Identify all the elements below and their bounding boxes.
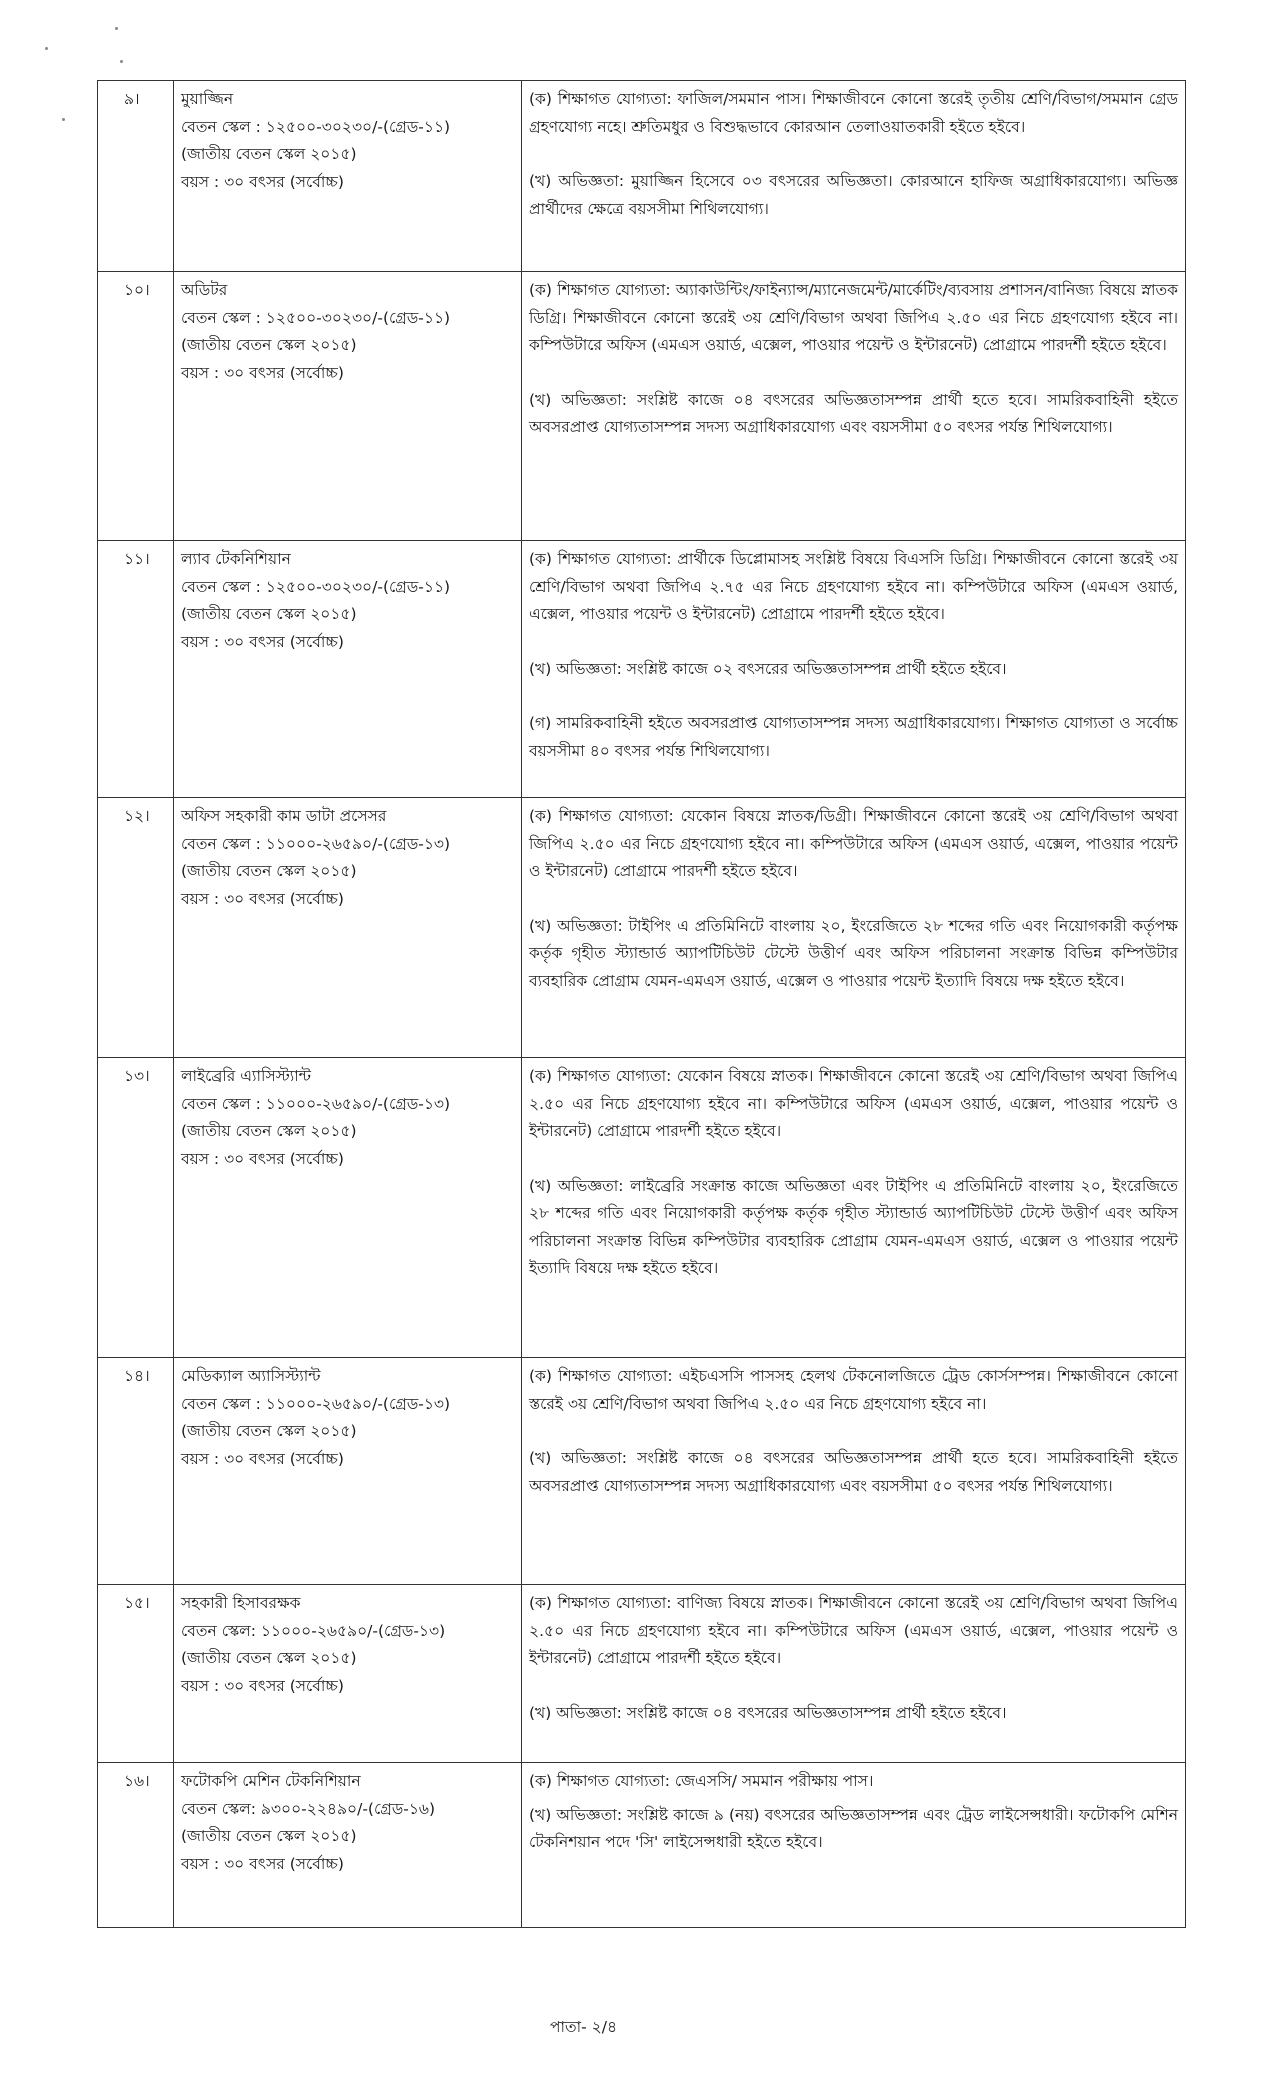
age-limit: বয়স : ৩০ বৎসর (সর্বোচ্চ) — [181, 363, 344, 382]
national-pay-scale: (জাতীয় বেতন স্কেল ২০১৫) — [181, 1422, 357, 1440]
table-row — [98, 798, 1186, 1058]
age-limit: বয়স : ৩০ বৎসর (সর্বোচ্চ) — [181, 1449, 344, 1468]
pay-scale: বেতন স্কেল : ১১০০০-২৬৫৯০/-(গ্রেড-১৩) — [181, 1394, 451, 1413]
pay-scale: বেতন স্কেল : ১১০০০-২৬৫৯০/-(গ্রেড-১৩) — [181, 834, 451, 853]
requirement-paragraph: (খ) অভিজ্ঞতা: সংশ্লিষ্ট কাজে ০৪ বৎসরের অভিজ্ঞতাসম্পন্ন প্রার্থী হইতে হইবে। — [529, 1703, 1007, 1722]
requirement-paragraph: (খ) অভিজ্ঞতা: সংশ্লিষ্ট কাজে ৯ (নয়) বৎসরের অভিজ্ঞতাসম্পন্ন এবং ট্রেড লাইসেন্সধারী। ফটোকপি মেশিন টেকনিশয়ান পদে 'সি' লাইসেন্সধারী হইতে হইবে। — [529, 1805, 1178, 1851]
requirements — [522, 1585, 1186, 1763]
national-pay-scale: (জাতীয় বেতন স্কেল ২০১৫) — [181, 1827, 357, 1845]
requirements — [522, 1358, 1186, 1585]
requirement-paragraph: (খ) অভিজ্ঞতা: সংশ্লিষ্ট কাজে ০২ বৎসরের অভিজ্ঞতাসম্পন্ন প্রার্থী হইতে হইবে। — [529, 659, 1007, 678]
pay-scale: বেতন স্কেল: ৯৩০০-২২৪৯০/-(গ্রেড-১৬) — [181, 1799, 436, 1818]
scan-speck — [45, 47, 48, 50]
pay-scale: বেতন স্কেল : ১২৫০০-৩০২৩০/-(গ্রেড-১১) — [181, 117, 451, 136]
table-row — [98, 272, 1186, 541]
requirements — [522, 798, 1186, 1058]
requirement-paragraph: (ক) শিক্ষাগত যোগ্যতা: জেএসসি/ সমমান পরীক্ষায় পাস। — [529, 1772, 874, 1790]
serial-number: ১৬। — [98, 1763, 174, 1928]
requirement-paragraph: (ক) শিক্ষাগত যোগ্যতা: যেকোন বিষয়ে স্নাতক। শিক্ষাজীবনে কোনো স্তরেই ৩য় শ্রেণি/বিভাগ অথবা জিপিএ ২.৫০ এর নিচে গ্রহণযোগ্য হইবে না। কম্পিউটারে অফিস (এমএস ওয়ার্ড, এক্সেল, পাওয়ার পয়েন্ট ও ইন্টারনেট) প্রোগ্রামে পারদর্শী হইতে হইবে। — [529, 1067, 1178, 1140]
national-pay-scale: (জাতীয় বেতন স্কেল ২০১৫) — [181, 1122, 357, 1140]
serial-number: ১১। — [98, 541, 174, 798]
age-limit: বয়স : ৩০ বৎসর (সর্বোচ্চ) — [181, 632, 344, 651]
post-info — [174, 1585, 522, 1763]
table-row — [98, 1585, 1186, 1763]
requirement-paragraph: (ক) শিক্ষাগত যোগ্যতা: ফাজিল/সমমান পাস। শিক্ষাজীবনে কোনো স্তরেই তৃতীয় শ্রেণি/বিভাগ/সমমান গ্রেড গ্রহণযোগ্য নহে। শ্রুতিমধুর ও বিশুদ্ধভাবে কোরআন তেলাওয়াতকারী হইতে হইবে। — [529, 90, 1178, 136]
requirement-paragraph: (ক) শিক্ষাগত যোগ্যতা: এইচএসসি পাসসহ হেলথ টেকনোলজিতে ট্রেড কোর্সসম্পন্ন। শিক্ষাজীবনে কোনো স্তরেই ৩য় শ্রেণি/বিভাগ অথবা জিপিএ ২.৫০ এর নিচে গ্রহণযোগ্য হইবে না। — [529, 1367, 1178, 1413]
requirement-paragraph: (খ) অভিজ্ঞতা: মুয়াজ্জিন হিসেবে ০৩ বৎসরের অভিজ্ঞতা। কোরআনে হাফিজ অগ্রাধিকারযোগ্য। অভিজ্ঞ প্রার্থীদের ক্ষেত্রে বয়সসীমা শিথিলযোগ্য। — [529, 172, 1178, 218]
requirement-paragraph: (খ) অভিজ্ঞতা: সংশ্লিষ্ট কাজে ০৪ বৎসরের অভিজ্ঞতাসম্পন্ন প্রার্থী হতে হবে। সামরিকবাহিনী হইতে অবসরপ্রাপ্ত যোগ্যতাসম্পন্ন সদস্য অগ্রাধিকারযোগ্য এবং বয়সসীমা ৫০ বৎসর পর্যন্ত শিথিলযোগ্য। — [529, 390, 1178, 436]
job-posts-table — [97, 80, 1186, 1928]
requirement-paragraph: (ক) শিক্ষাগত যোগ্যতা: বাণিজ্য বিষয়ে স্নাতক। শিক্ষাজীবনে কোনো স্তরেই ৩য় শ্রেণি/বিভাগ অথবা জিপিএ ২.৫০ এর নিচে গ্রহণযোগ্য হইবে না। কম্পিউটারে অফিস (এমএস ওয়ার্ড, এক্সেল, পাওয়ার পয়েন্ট ও ইন্টারনেট) প্রোগ্রামে পারদর্শী হইতে হইবে। — [529, 1594, 1178, 1667]
table-row — [98, 81, 1186, 272]
requirements — [522, 272, 1186, 541]
national-pay-scale: (জাতীয় বেতন স্কেল ২০১৫) — [181, 1649, 357, 1667]
national-pay-scale: (জাতীয় বেতন স্কেল ২০১৫) — [181, 336, 357, 354]
requirements — [522, 1763, 1186, 1928]
post-title: সহকারী হিসাবরক্ষক — [181, 1594, 301, 1612]
scan-speck — [120, 60, 123, 63]
serial-number: ১৫। — [98, 1585, 174, 1763]
national-pay-scale: (জাতীয় বেতন স্কেল ২০১৫) — [181, 862, 357, 880]
post-title: মেডিক্যাল অ্যাসিস্ট্যান্ট — [181, 1367, 321, 1385]
age-limit: বয়স : ৩০ বৎসর (সর্বোচ্চ) — [181, 889, 344, 908]
national-pay-scale: (জাতীয় বেতন স্কেল ২০১৫) — [181, 605, 357, 623]
post-title: ফটোকপি মেশিন টেকনিশিয়ান — [181, 1772, 361, 1790]
requirements — [522, 1058, 1186, 1358]
post-info — [174, 541, 522, 798]
age-limit: বয়স : ৩০ বৎসর (সর্বোচ্চ) — [181, 172, 344, 191]
scan-speck — [115, 27, 118, 30]
requirement-paragraph: (খ) অভিজ্ঞতা: সংশ্লিষ্ট কাজে ০৪ বৎসরের অভিজ্ঞতাসম্পন্ন প্রার্থী হতে হবে। সামরিকবাহিনী হইতে অবসরপ্রাপ্ত যোগ্যতাসম্পন্ন সদস্য অগ্রাধিকারযোগ্য এবং বয়সসীমা ৫০ বৎসর পর্যন্ত শিথিলযোগ্য। — [529, 1449, 1178, 1495]
pay-scale: বেতন স্কেল : ১২৫০০-৩০২৩০/-(গ্রেড-১১) — [181, 577, 451, 596]
pay-scale: বেতন স্কেল : ১২৫০০-৩০২৩০/-(গ্রেড-১১) — [181, 308, 451, 327]
post-title: ল্যাব টেকনিশিয়ান — [181, 550, 291, 568]
post-title: অডিটর — [181, 281, 228, 299]
requirements — [522, 541, 1186, 798]
table-row — [98, 541, 1186, 798]
job-posts-body — [98, 81, 1186, 1928]
requirement-paragraph: (ক) শিক্ষাগত যোগ্যতা: অ্যাকাউন্টিং/ফাইন্যান্স/ম্যানেজমেন্ট/মার্কেটিং/ব্যবসায় প্রশাসন/বানিজ্য বিষয়ে স্নাতক ডিগ্রি। শিক্ষাজীবনে কোনো স্তরেই ৩য় শ্রেণি/বিভাগ অথবা জিপিএ ২.৫০ এর নিচে গ্রহণযোগ্য হইবে না। কম্পিউটারে অফিস (এমএস ওয়ার্ড, এক্সেল, পাওয়ার পয়েন্ট ও ইন্টারনেট) প্রোগ্রামে পারদর্শী হইতে হইবে। — [529, 281, 1178, 354]
requirement-paragraph: (ক) শিক্ষাগত যোগ্যতা: প্রার্থীকে ডিপ্লোমাসহ সংশ্লিষ্ট বিষয়ে বিএসসি ডিগ্রি। শিক্ষাজীবনে কোনো স্তরেই ৩য় শ্রেণি/বিভাগ অথবা জিপিএ ২.৭৫ এর নিচে গ্রহণযোগ্য হইবে না। কম্পিউটারে অফিস (এমএস ওয়ার্ড, এক্সেল, পাওয়ার পয়েন্ট ও ইন্টারনেট) প্রোগ্রামে পারদর্শী হইতে হইবে। — [529, 550, 1178, 623]
age-limit: বয়স : ৩০ বৎসর (সর্বোচ্চ) — [181, 1676, 344, 1695]
table-row — [98, 1763, 1186, 1928]
age-limit: বয়স : ৩০ বৎসর (সর্বোচ্চ) — [181, 1149, 344, 1168]
post-title: মুয়াজ্জিন — [181, 90, 234, 108]
national-pay-scale: (জাতীয় বেতন স্কেল ২০১৫) — [181, 145, 357, 163]
pay-scale: বেতন স্কেল : ১১০০০-২৬৫৯০/-(গ্রেড-১৩) — [181, 1094, 451, 1113]
serial-number: ১২। — [98, 798, 174, 1058]
table-row — [98, 1058, 1186, 1358]
post-info — [174, 798, 522, 1058]
post-title: অফিস সহকারী কাম ডাটা প্রসেসর — [181, 807, 387, 825]
post-info — [174, 81, 522, 272]
serial-number: ৯। — [98, 81, 174, 272]
scan-speck — [62, 118, 65, 121]
post-info — [174, 272, 522, 541]
post-info — [174, 1358, 522, 1585]
requirement-paragraph: (খ) অভিজ্ঞতা: লাইব্রেরি সংক্রান্ত কাজে অভিজ্ঞতা এবং টাইপিং এ প্রতিমিনিটে বাংলায় ২০, ইংরেজিতে ২৮ শব্দের গতি এবং নিয়োগকারী কর্তৃপক্ষ কর্তৃক গৃহীত স্ট্যান্ডার্ড অ্যাপটিচিউট টেস্টে উত্তীর্ণ এবং অফিস পরিচালনা সংক্রান্ত বিভিন্ন কম্পিউটার ব্যবহারিক প্রোগ্রাম যেমন-এমএস ওয়ার্ড, এক্সেল ও পাওয়ার পয়েন্ট ইত্যাদি বিষয়ে দক্ষ হইতে হইবে। — [529, 1176, 1178, 1277]
requirement-paragraph: (ক) শিক্ষাগত যোগ্যতা: যেকোন বিষয়ে স্নাতক/ডিগ্রী। শিক্ষাজীবনে কোনো স্তরেই ৩য় শ্রেণি/বিভাগ অথবা জিপিএ ২.৫০ এর নিচে গ্রহণযোগ্য হইবে না। কম্পিউটারে অফিস (এমএস ওয়ার্ড, এক্সেল, পাওয়ার পয়েন্ট ও ইন্টারনেট) প্রোগ্রামে পারদর্শী হইতে হইবে। — [529, 807, 1178, 880]
serial-number: ১০। — [98, 272, 174, 541]
pay-scale: বেতন স্কেল: ১১০০০-২৬৫৯০/-(গ্রেড-১৩) — [181, 1621, 446, 1640]
post-info — [174, 1763, 522, 1928]
serial-number: ১৩। — [98, 1058, 174, 1358]
requirements — [522, 81, 1186, 272]
post-title: লাইব্রেরি এ্যাসিস্ট্যান্ট — [181, 1067, 311, 1085]
page-number: পাতা- ২/৪ — [550, 2018, 618, 2036]
serial-number: ১৪। — [98, 1358, 174, 1585]
requirement-paragraph: (খ) অভিজ্ঞতা: টাইপিং এ প্রতিমিনিটে বাংলায় ২০, ইংরেজিতে ২৮ শব্দের গতি এবং নিয়োগকারী কর্তৃপক্ষ কর্তৃক গৃহীত স্ট্যান্ডার্ড অ্যাপটিচিউট টেস্টে উত্তীর্ণ এবং অফিস পরিচালনা সংক্রান্ত বিভিন্ন কম্পিউটার ব্যবহারিক প্রোগ্রাম যেমন-এমএস ওয়ার্ড, এক্সেল ও পাওয়ার পয়েন্ট ইত্যাদি বিষয়ে দক্ষ হইতে হইবে। — [529, 916, 1178, 990]
table-row — [98, 1358, 1186, 1585]
age-limit: বয়স : ৩০ বৎসর (সর্বোচ্চ) — [181, 1854, 344, 1873]
post-info — [174, 1058, 522, 1358]
requirement-paragraph: (গ) সামরিকবাহিনী হইতে অবসরপ্রাপ্ত যোগ্যতাসম্পন্ন সদস্য অগ্রাধিকারযোগ্য। শিক্ষাগত যোগ্যতা ও সর্বোচ্চ বয়সসীমা ৪০ বৎসর পর্যন্ত শিথিলযোগ্য। — [529, 714, 1178, 760]
